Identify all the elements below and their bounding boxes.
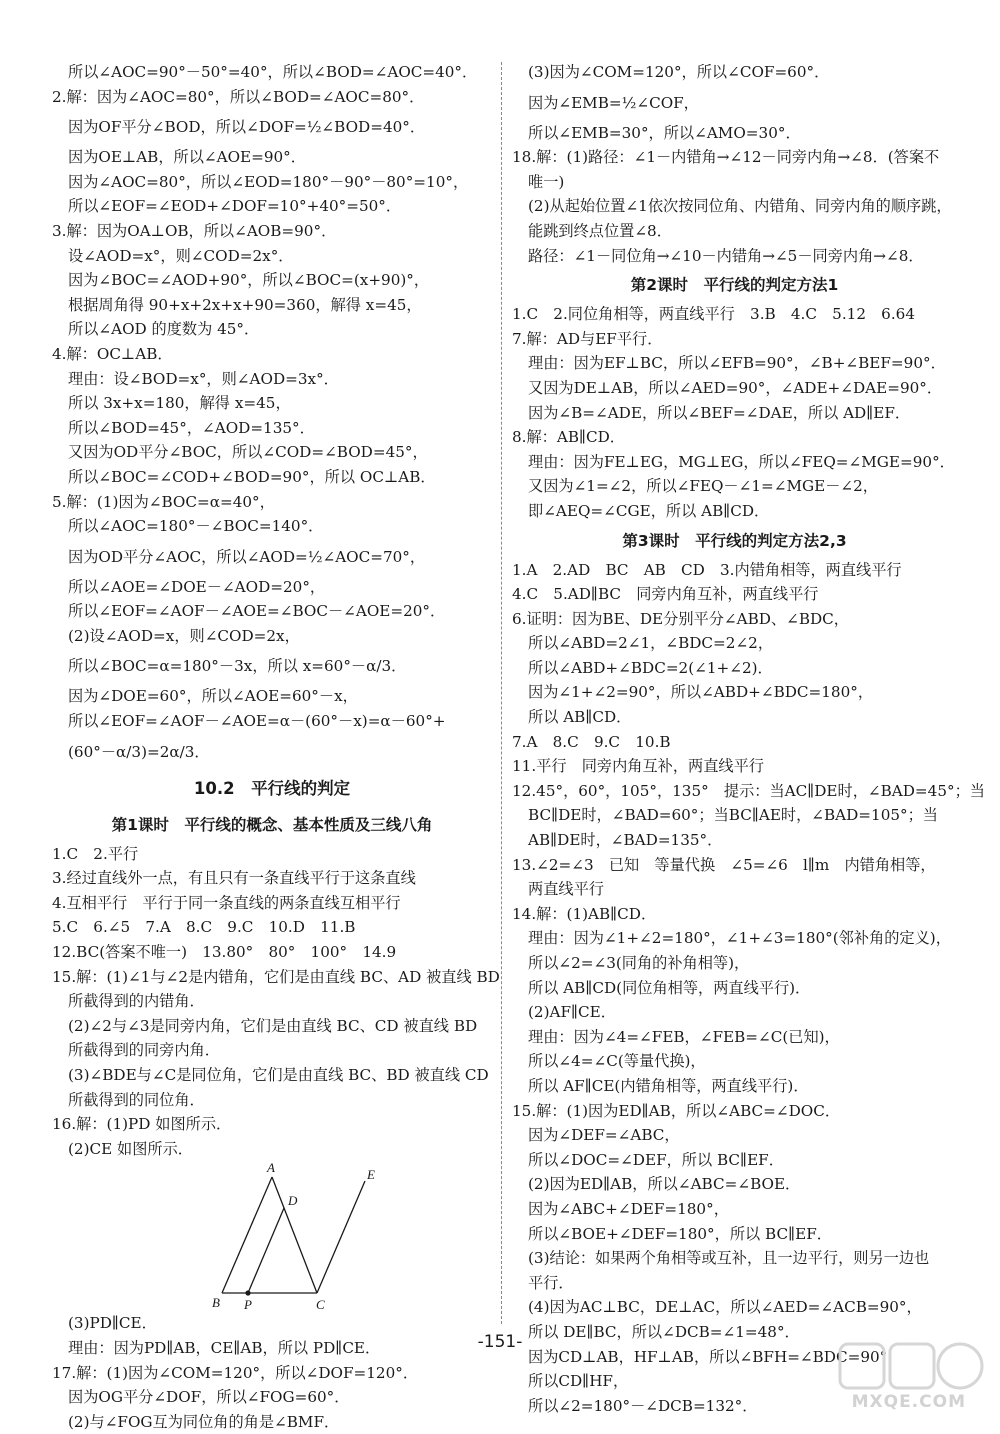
text-line: 18.解：(1)路径：∠1－内错角→∠12－同旁内角→∠8．(答案不 <box>512 148 940 167</box>
text-line: 5.C 6.∠5 7.A 8.C 9.C 10.D 11.B <box>52 918 356 937</box>
text-line: 根据周角得 90+x+2x+x+90=360，解得 x=45， <box>68 295 422 314</box>
text-line: 又因为OD平分∠BOC，所以∠COD=∠BOD=45°， <box>68 443 428 462</box>
text-line: 4.C 5.AD∥BC 同旁内角互补，两直线平行 <box>512 585 819 604</box>
text-line: 理由：因为FE⊥EG，MG⊥EG，所以∠FEQ=∠MGE=90°． <box>528 452 955 471</box>
text-line: 因为OD平分∠AOC，所以∠AOD=½∠AOC=70°， <box>68 547 426 566</box>
figure-container <box>52 1161 492 1311</box>
text-line: 理由：设∠BOD=x°，则∠AOD=3x°． <box>68 369 339 388</box>
text-line: 所以∠DOC=∠DEF，所以 BC∥EF． <box>528 1150 784 1169</box>
text-line: 所以CD∥HF， <box>528 1372 629 1391</box>
text-line: (2)从起始位置∠1依次按同位角、内错角、同旁内角的顺序跳， <box>528 197 952 216</box>
label-b: B <box>212 1295 220 1311</box>
text-line: 3.解：因为OA⊥OB，所以∠AOB=90°． <box>52 221 337 240</box>
text-line: 3.经过直线外一点，有且只有一条直线平行于这条直线 <box>52 869 416 888</box>
text-line: 所以 AB∥CD(同位角相等，两直线平行)． <box>528 978 811 997</box>
text-line: 1.C 2.同位角相等，两直线平行 3.B 4.C 5.12 6.64 <box>512 305 915 324</box>
text-line: 因为∠EMB=½∠COF， <box>528 93 699 112</box>
text-line: 能跳到终点位置∠8． <box>528 221 672 240</box>
text-line: 又因为∠1=∠2，所以∠FEQ－∠1=∠MGE－∠2， <box>528 477 878 496</box>
text-line: 所以 DE∥BC，所以∠DCB=∠1=48°． <box>528 1322 800 1341</box>
text-line: (2)因为ED∥AB，所以∠ABC=∠BOE． <box>528 1175 801 1194</box>
text-line: BC∥DE时，∠BAD=60°；当BC∥AE时，∠BAD=105°；当 <box>528 806 938 825</box>
watermark-logo <box>836 1338 986 1418</box>
text-line: 因为∠B=∠ADE，所以∠BEF=∠DAE，所以 AD∥EF． <box>528 403 911 422</box>
text-line: 所以∠EOF=∠AOF－∠AOE=∠BOC－∠AOE=20°． <box>68 602 446 621</box>
text-line: 两直线平行 <box>528 880 604 899</box>
text-line: 路径：∠1－同位角→∠10－内错角→∠5－同旁内角→∠8． <box>528 246 924 265</box>
text-line: 所以∠EOF=∠AOF－∠AOE=α－(60°－x)=α－60°+ <box>68 712 446 731</box>
text-line: 13.∠2=∠3 已知 等量代换 ∠5=∠6 l∥m 内错角相等， <box>512 855 936 874</box>
text-line: 14.解：(1)AB∥CD． <box>512 904 657 923</box>
text-line: 所以 AF∥CE(内错角相等，两直线平行)． <box>528 1076 809 1095</box>
text-line: 1.A 2.AD BC AB CD 3.内错角相等，两直线平行 <box>512 560 902 579</box>
text-line: 所以∠AOE=∠DOE－∠AOD=20°， <box>68 577 326 596</box>
text-line: 12.BC(答案不唯一) 13.80° 80° 100° 14.9 <box>52 943 397 962</box>
text-line: 所以 AB∥CD． <box>528 708 632 727</box>
text-line: (2)AF∥CE． <box>528 1003 616 1022</box>
text-line: 理由：因为∠4=∠FEB，∠FEB=∠C(已知)， <box>528 1027 840 1046</box>
text-line: 所以∠EMB=30°，所以∠AMO=30°． <box>528 123 801 142</box>
text-line: (2)设∠AOD=x，则∠COD=2x， <box>68 626 300 645</box>
text-line: (2)与∠FOG互为同位角的角是∠BMF． <box>68 1412 340 1431</box>
text-line: 所以∠AOC=90°－50°=40°，所以∠BOD=∠AOC=40°． <box>68 63 478 81</box>
text-line: 16.解：(1)PD 如图所示． <box>52 1115 232 1134</box>
text-line: AB∥DE时，∠BAD=135°． <box>528 831 723 850</box>
section-heading: 10.2 平行线的判定 <box>193 778 351 798</box>
text-line: 4.互相平行 平行于同一条直线的两条直线互相平行 <box>52 893 401 912</box>
column-divider <box>501 62 502 1324</box>
text-line: 所以∠ABD+∠BDC=2(∠1+∠2)． <box>528 658 773 677</box>
text-line: 7.解：AD与EF平行． <box>512 329 663 348</box>
text-line: 因为∠DOE=60°，所以∠AOE=60°－x， <box>68 687 358 706</box>
text-line: 5.解：(1)因为∠BOC=α=40°， <box>52 492 275 511</box>
text-line: 唯一) <box>528 172 565 191</box>
geometry-figure <box>212 1161 392 1311</box>
text-line: 7.A 8.C 9.C 10.B <box>512 732 671 751</box>
text-line: 因为OG平分∠DOF，所以∠FOG=60°． <box>68 1388 350 1407</box>
text-line: (2)∠2与∠3是同旁内角，它们是由直线 BC、CD 被直线 BD <box>68 1016 478 1035</box>
text-line: 因为CD⊥AB，HF⊥AB，所以∠BFH=∠BDC=90°， <box>528 1347 903 1366</box>
text-line: 11.平行 同旁内角互补，两直线平行 <box>512 757 764 776</box>
text-line: 2.解：因为∠AOC=80°，所以∠BOD=∠AOC=80°． <box>52 87 425 106</box>
text-line: (3)∠BDE与∠C是同位角，它们是由直线 BC、BD 被直线 CD <box>68 1066 489 1084</box>
label-a: A <box>267 1161 275 1176</box>
text-line: 所以∠BOD=45°，∠AOD=135°． <box>68 418 315 437</box>
text-line: 因为∠AOC=80°，所以∠EOD=180°－90°－80°=10°， <box>68 172 469 191</box>
text-line: 所以∠4=∠C(等量代换)， <box>528 1052 706 1071</box>
text-line: 6.证明：因为BE、DE分别平分∠ABD、∠BDC， <box>512 609 849 628</box>
text-line: 所以∠BOE+∠DEF=180°，所以 BC∥EF． <box>528 1224 832 1243</box>
text-line: 1.C 2.平行 <box>52 844 139 863</box>
section-heading: 第3课时 平行线的判定方法2,3 <box>622 531 847 550</box>
text-line: 所截得到的同位角． <box>68 1090 205 1109</box>
text-line: 所以∠AOD 的度数为 45°． <box>68 320 260 339</box>
text-line: 平行． <box>528 1273 574 1292</box>
text-line: 所以∠ABD=2∠1，∠BDC=2∠2， <box>528 634 774 653</box>
text-line: 15.解：(1)因为ED∥AB，所以∠ABC=∠DOC． <box>512 1101 841 1120</box>
text-line: (4)因为AC⊥BC，DE⊥AC，所以∠AED=∠ACB=90°， <box>528 1298 922 1317</box>
text-line: 所以∠BOC=∠COD+∠BOD=90°，所以 OC⊥AB． <box>68 467 436 486</box>
text-line: 因为∠1+∠2=90°，所以∠ABD+∠BDC=180°， <box>528 683 874 702</box>
line-ce <box>317 1181 365 1293</box>
text-line: (3)结论：如果两个角相等或互补，且一边平行，则另一边也 <box>528 1249 930 1268</box>
section-heading: 第1课时 平行线的概念、基本性质及三线八角 <box>111 815 433 834</box>
text-line: 12.45°，60°，105°，135° 提示：当AC∥DE时，∠BAD=45°；当 <box>512 781 985 800</box>
text-line: 因为∠ABC+∠DEF=180°， <box>528 1199 729 1218</box>
label-c: C <box>316 1297 325 1312</box>
text-line: 因为OE⊥AB，所以∠AOE=90°． <box>68 148 306 167</box>
text-line: 17.解：(1)因为∠COM=120°，所以∠DOF=120°． <box>52 1363 419 1382</box>
text-line: (2)CE 如图所示． <box>68 1139 193 1158</box>
text-line: 所以 3x+x=180，解得 x=45， <box>68 394 291 413</box>
text-line: 因为∠DEF=∠ABC， <box>528 1126 680 1145</box>
text-line: 即∠AEQ=∠CGE，所以 AB∥CD． <box>528 501 770 520</box>
text-line: 所截得到的同旁内角． <box>68 1041 220 1060</box>
text-line: 因为OF平分∠BOD，所以∠DOF=½∠BOD=40°． <box>68 118 426 137</box>
text-line: 理由：因为EF⊥BC，所以∠EFB=90°，∠B+∠BEF=90°． <box>528 354 946 373</box>
text-line: 所以∠AOC=180°－∠BOC=140°． <box>68 517 324 536</box>
point-p <box>245 1291 250 1296</box>
text-line: 理由：因为PD∥AB，CE∥AB，所以 PD∥CE． <box>68 1338 381 1357</box>
text-line: (3)因为∠COM=120°，所以∠COF=60°． <box>528 63 830 81</box>
text-line: (3)PD∥CE． <box>68 1314 157 1333</box>
text-line: 理由：因为∠1+∠2=180°，∠1+∠3=180°(邻补角的定义)， <box>528 929 951 948</box>
text-line: 因为∠BOC=∠AOD+90°，所以∠BOC=(x+90)°， <box>68 271 430 290</box>
watermark-url: MXQE.COM <box>851 1392 966 1412</box>
label-p: P <box>244 1297 252 1312</box>
text-line: 所以∠2=∠3(同角的补角相等)， <box>528 954 750 972</box>
text-line: 4.解：OC⊥AB． <box>52 344 173 363</box>
line-ab <box>222 1177 272 1293</box>
text-line: 15.解：(1)∠1与∠2是内错角，它们是由直线 BC、AD 被直线 BD <box>52 967 500 986</box>
right-column <box>512 60 985 1418</box>
text-line: 设∠AOD=x°，则∠COD=2x°． <box>68 246 294 265</box>
text-line: (60°－α/3)=2α/3． <box>68 742 210 761</box>
text-line: 所截得到的内错角． <box>68 992 205 1011</box>
text-line: 所以∠BOC=α=180°－3x，所以 x=60°－α/3． <box>68 657 407 676</box>
section-heading: 第2课时 平行线的判定方法1 <box>630 276 839 295</box>
label-e: E <box>367 1167 375 1183</box>
text-line: 又因为DE⊥AB，所以∠AED=90°，∠ADE+∠DAE=90°． <box>528 378 943 397</box>
text-line: 所以∠EOF=∠EOD+∠DOF=10°+40°=50°． <box>68 197 402 216</box>
text-line: 8.解：AB∥CD． <box>512 428 625 447</box>
text-line: 所以∠2=180°－∠DCB=132°． <box>528 1396 758 1415</box>
label-d: D <box>288 1193 298 1209</box>
page-number: -151- <box>477 1332 523 1352</box>
